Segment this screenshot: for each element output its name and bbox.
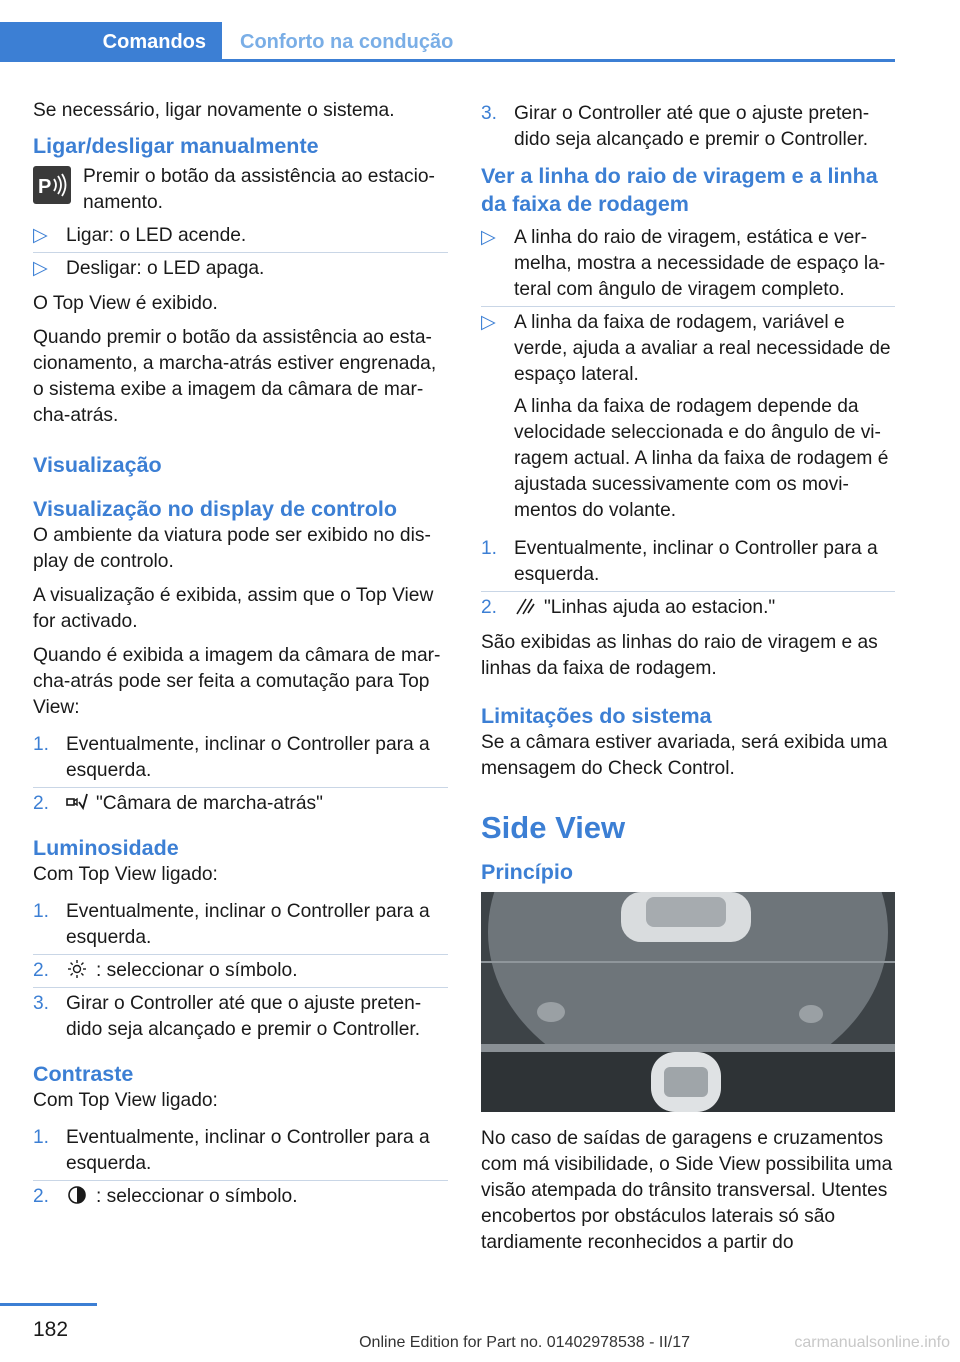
list-item: 1. Eventualmente, inclinar o Controller para a esquerda. bbox=[33, 896, 448, 955]
list-item: 1. Eventualmente, inclinar o Controller para a esquerda. bbox=[481, 533, 895, 592]
paragraph: A visualização é exibida, assim que o Top View for activado. bbox=[33, 585, 434, 632]
page-number: 182 bbox=[33, 1318, 69, 1341]
paragraph: O ambiente da viatura pode ser exibido no dis-play de controlo. bbox=[33, 525, 431, 572]
paragraph: O Top View é exibido. bbox=[33, 293, 218, 314]
list-item: 2. : seleccionar o símbolo. bbox=[33, 1186, 298, 1207]
watermark: carmanualsonline.info bbox=[794, 1334, 950, 1351]
paragraph: Com Top View ligado: bbox=[33, 864, 218, 885]
steps-list bbox=[481, 533, 895, 624]
manual-list bbox=[33, 220, 448, 285]
linha-bullets bbox=[481, 222, 895, 527]
steps-list bbox=[33, 896, 448, 1046]
section-title-side-view: Side View bbox=[481, 810, 626, 845]
page-header bbox=[0, 0, 895, 62]
paragraph: Se a câmara estiver avariada, será exibida uma mensagem do Check Control. bbox=[481, 732, 888, 779]
list-item: ▷ A linha do raio de viragem, estática e ver-melha, mostra a necessidade de espaço la-teral com ângulo de viragem completo. bbox=[481, 222, 895, 307]
heading-linha: Ver a linha do raio de viragem e a linha da faixa de rodagem bbox=[481, 164, 878, 216]
brightness-icon bbox=[66, 959, 88, 979]
steps-list bbox=[33, 729, 448, 820]
heading-visualizacao: Visualização bbox=[33, 453, 162, 477]
heading-contraste: Contraste bbox=[33, 1062, 134, 1086]
park-assist-button-icon bbox=[33, 166, 71, 204]
bullet-marker: ▷ bbox=[33, 258, 48, 279]
paragraph: Se necessário, ligar novamente o sistema. bbox=[33, 100, 395, 121]
side-view-illustration bbox=[481, 892, 895, 1112]
paragraph: Premir o botão da assistência ao estacio-namento. bbox=[83, 166, 435, 213]
paragraph: No caso de saídas de garagens e cruzamentos com má visibilidade, o Side View possibilita uma visão atempada do trânsito transversal. Utentes encobertos por obstáculos laterais só são tardiamente reconhecidos a partir do bbox=[481, 1128, 893, 1253]
paragraph: São exibidas as linhas do raio de viragem e as linhas da faixa de rodagem. bbox=[481, 632, 878, 679]
list-item: 3. Girar o Controller até que o ajuste preten-dido seja alcançado e premir o Controller. bbox=[481, 103, 870, 150]
parking-lines-icon bbox=[514, 596, 536, 616]
steps-list bbox=[33, 1122, 448, 1213]
list-item: 2. "Linhas ajuda ao estacion." bbox=[481, 597, 776, 618]
section-tab: Conforto na condução bbox=[240, 30, 454, 53]
list-item: 1. Eventualmente, inclinar o Controller para a esquerda. bbox=[33, 1122, 448, 1181]
list-item: 2. "Câmara de marcha-atrás" bbox=[33, 793, 323, 814]
right-column bbox=[481, 98, 895, 1264]
edition-note: Online Edition for Part no. 01402978538 - II/17 bbox=[359, 1334, 690, 1351]
svg-text:P: P bbox=[38, 176, 52, 198]
chapter-tab: Comandos bbox=[0, 22, 222, 62]
bullet-marker: ▷ bbox=[33, 225, 48, 246]
list-item: ▷ A linha da faixa de rodagem, variável e verde, ajuda a avaliar a real necessidade de espaço lateral. A linha da faixa de rodagem depende da velocidade seleccionada e do ângulo de vi-ragem actual. A linha da faixa de rodagem é ajustada sucessivamente com os movi-mentos do volante. bbox=[481, 312, 891, 521]
rear-camera-icon bbox=[66, 792, 88, 812]
list-item: 1. Eventualmente, inclinar o Controller para a esquerda. bbox=[33, 729, 448, 788]
paragraph: Com Top View ligado: bbox=[33, 1090, 218, 1111]
list-item: 3. Girar o Controller até que o ajuste preten-dido seja alcançado e premir o Controller. bbox=[33, 993, 422, 1040]
list-item: ▷ Desligar: o LED apaga. bbox=[33, 253, 448, 285]
manual-instruction bbox=[33, 164, 448, 216]
heading-principio: Princípio bbox=[481, 860, 573, 884]
steps-list-continued bbox=[481, 98, 895, 156]
header-divider bbox=[222, 59, 895, 62]
list-item: 2. : seleccionar o símbolo. bbox=[33, 955, 448, 988]
heading-luminosidade: Luminosidade bbox=[33, 836, 179, 860]
heading-display: Visualização no display de controlo bbox=[33, 497, 397, 521]
heading-manual: Ligar/desligar manualmente bbox=[33, 134, 319, 158]
footer-divider bbox=[0, 1303, 97, 1306]
left-column bbox=[33, 98, 448, 1219]
paragraph: Quando é exibida a imagem da câmara de mar-cha-atrás pode ser feita a comutação para Top View: bbox=[33, 645, 441, 718]
paragraph: Quando premir o botão da assistência ao esta-cionamento, a marcha-atrás estiver engrenada, o sistema exibe a imagem da câmara de mar-cha-atrás. bbox=[33, 327, 437, 426]
contrast-icon bbox=[66, 1185, 88, 1205]
list-item: ▷ Ligar: o LED acende. bbox=[33, 220, 448, 253]
heading-limitacoes: Limitações do sistema bbox=[481, 704, 712, 728]
